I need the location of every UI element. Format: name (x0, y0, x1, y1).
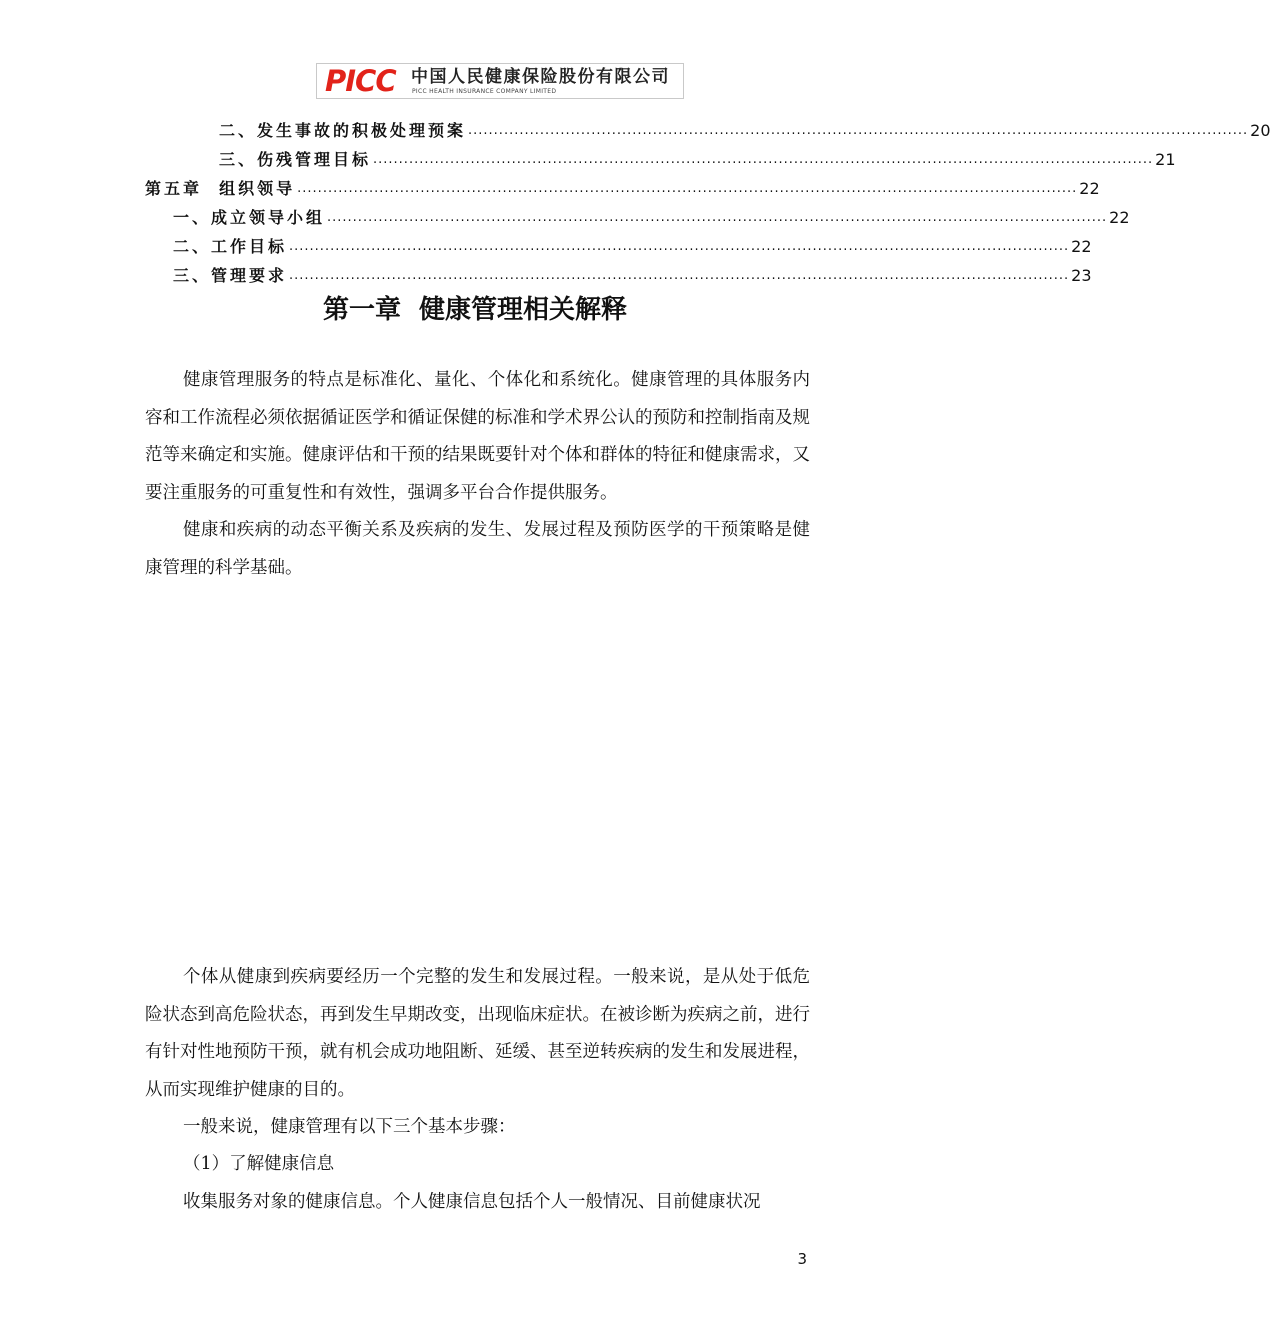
toc-entry[interactable] (219, 147, 1176, 171)
company-logo (316, 63, 684, 99)
toc-entry[interactable] (173, 263, 1092, 287)
toc-entry[interactable] (219, 118, 1271, 142)
toc-entry-page: 20 (1250, 121, 1271, 140)
toc-entry-page: 22 (1071, 237, 1092, 256)
toc-entry-title: 三、伤残管理目标 (219, 150, 372, 169)
toc-leader-dots: ........................................................................................................................................................ (373, 152, 1154, 167)
toc-entry-page: 22 (1109, 208, 1130, 227)
toc-entry[interactable] (173, 234, 1092, 258)
company-name-en: PICC HEALTH INSURANCE COMPANY LIMITED (412, 88, 557, 95)
company-name-cn: 中国人民健康保险股份有限公司 (411, 67, 670, 87)
body-paragraph: 健康和疾病的动态平衡关系及疾病的发生、发展过程及预防医学的干预策略是健康管理的科学基础。 (145, 520, 810, 578)
body-paragraph: 健康管理服务的特点是标准化、量化、个体化和系统化。健康管理的具体服务内容和工作流程必须依据循证医学和循证保健的标准和学术界公认的预防和控制指南及规范等来确定和实施。健康评估和干预的结果既要针对个体和群体的特征和健康需求，又要注重服务的可重复性和有效性，强调多平台合作提供服务。 (145, 370, 810, 503)
toc-entry-page: 22 (1079, 179, 1100, 198)
toc-entry-page: 21 (1155, 150, 1176, 169)
toc-entry-title: 一、成立领导小组 (173, 208, 326, 227)
toc-leader-dots: ........................................................................................................................................................ (327, 210, 1108, 225)
toc-leader-dots: ........................................................................................................................................................ (468, 123, 1249, 138)
picc-logo-mark: PICC (325, 64, 396, 98)
toc-entry-page: 23 (1071, 266, 1092, 285)
toc-entry-title: 三、管理要求 (173, 266, 288, 285)
page-number: 3 (797, 1250, 807, 1268)
body-paragraph: 个体从健康到疾病要经历一个完整的发生和发展过程。一般来说，是从处于低危险状态到高危险状态，再到发生早期改变，出现临床症状。在被诊断为疾病之前，进行有针对性地预防干预，就有机会成功地阻断、延缓、甚至逆转疾病的发生和发展进程，从而实现维护健康的目的。 (145, 967, 810, 1100)
toc-entry-title: 二、工作目标 (173, 237, 288, 256)
toc-entry[interactable] (173, 205, 1130, 229)
body-paragraph: 一般来说，健康管理有以下三个基本步骤： (183, 1117, 516, 1137)
toc-leader-dots: ........................................................................................................................................................ (289, 239, 1070, 254)
toc-entry-title: 第五章 组织领导 (145, 179, 296, 198)
toc-entry-title: 二、发生事故的积极处理预案 (219, 121, 467, 140)
toc-entry[interactable] (145, 176, 1100, 200)
toc-leader-dots: ........................................................................................................................................................ (289, 268, 1070, 283)
step-heading: （1）了解健康信息 (183, 1154, 335, 1174)
toc-leader-dots: ........................................................................................................................................................ (297, 181, 1078, 196)
chapter-title: 第一章 健康管理相关解释 (322, 295, 628, 325)
body-paragraph: 收集服务对象的健康信息。个人健康信息包括个人一般情况、目前健康状况 (183, 1192, 761, 1212)
